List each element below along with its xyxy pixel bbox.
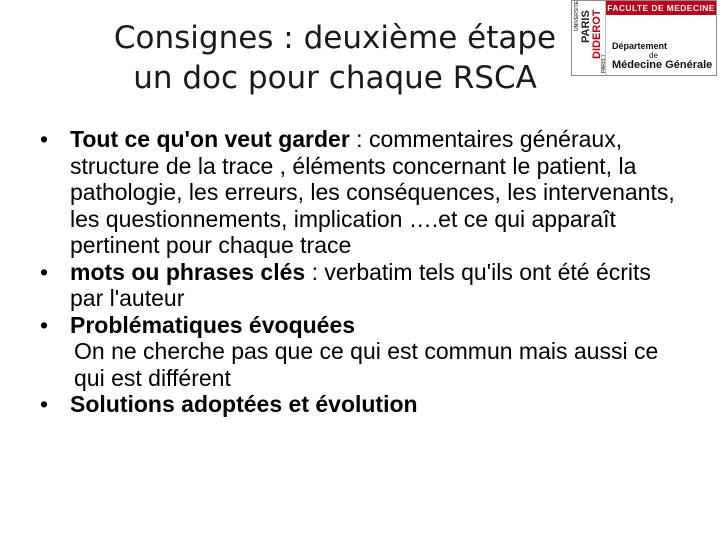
logo-department: Département: [612, 41, 668, 51]
bullet-dot: •: [40, 311, 49, 338]
logo-small-top: UNIVERSITE: [574, 0, 580, 31]
title-line-2: un doc pour chaque RSCA: [133, 60, 537, 96]
bullet-bold: mots ou phrases clés: [70, 258, 306, 285]
bullet-list: [40, 126, 690, 418]
slide-title: [70, 18, 600, 98]
bullet-text: : commentaires généraux, structure de la trace , éléments concernant le patient, la pathologie, les erreurs, les conséquences, les intervenants, les questionnements, implication ….et ce qui apparaît pertinent pour chaque trace: [70, 126, 675, 258]
faculty-logo: [571, 0, 717, 76]
bullet-bold: Solutions adoptées et évolution: [70, 391, 418, 417]
bullet-item: [40, 259, 690, 312]
bullet-dot: •: [40, 126, 49, 152]
logo-de: de: [649, 51, 658, 60]
bullet-item: [40, 126, 690, 259]
bullet-text: : verbatim tels qu'ils ont été écrits par l'auteur: [70, 258, 651, 311]
bullet-note: On ne cherche pas que ce qui est commun mais aussi ce qui est différent: [74, 338, 659, 391]
bullet-bold: Problématiques évoquées: [70, 311, 356, 338]
logo-paris: PARIS: [580, 10, 592, 43]
title-line-1: Consignes : deuxième étape: [113, 20, 557, 56]
bullet-bold: Tout ce qu'on veut garder: [70, 126, 350, 152]
logo-medecine-generale: Médecine Générale: [612, 59, 713, 71]
logo-small-bottom: PARIS 7: [601, 54, 607, 73]
logo-university-mark: [572, 1, 606, 75]
bullet-item: [40, 391, 690, 418]
bullet-dot: •: [40, 391, 49, 417]
logo-diderot: DIDEROT: [591, 9, 603, 59]
bullet-item: [40, 312, 690, 392]
logo-faculty-band: FACULTE DE MEDECINE: [607, 3, 715, 13]
bullet-dot: •: [40, 258, 49, 285]
